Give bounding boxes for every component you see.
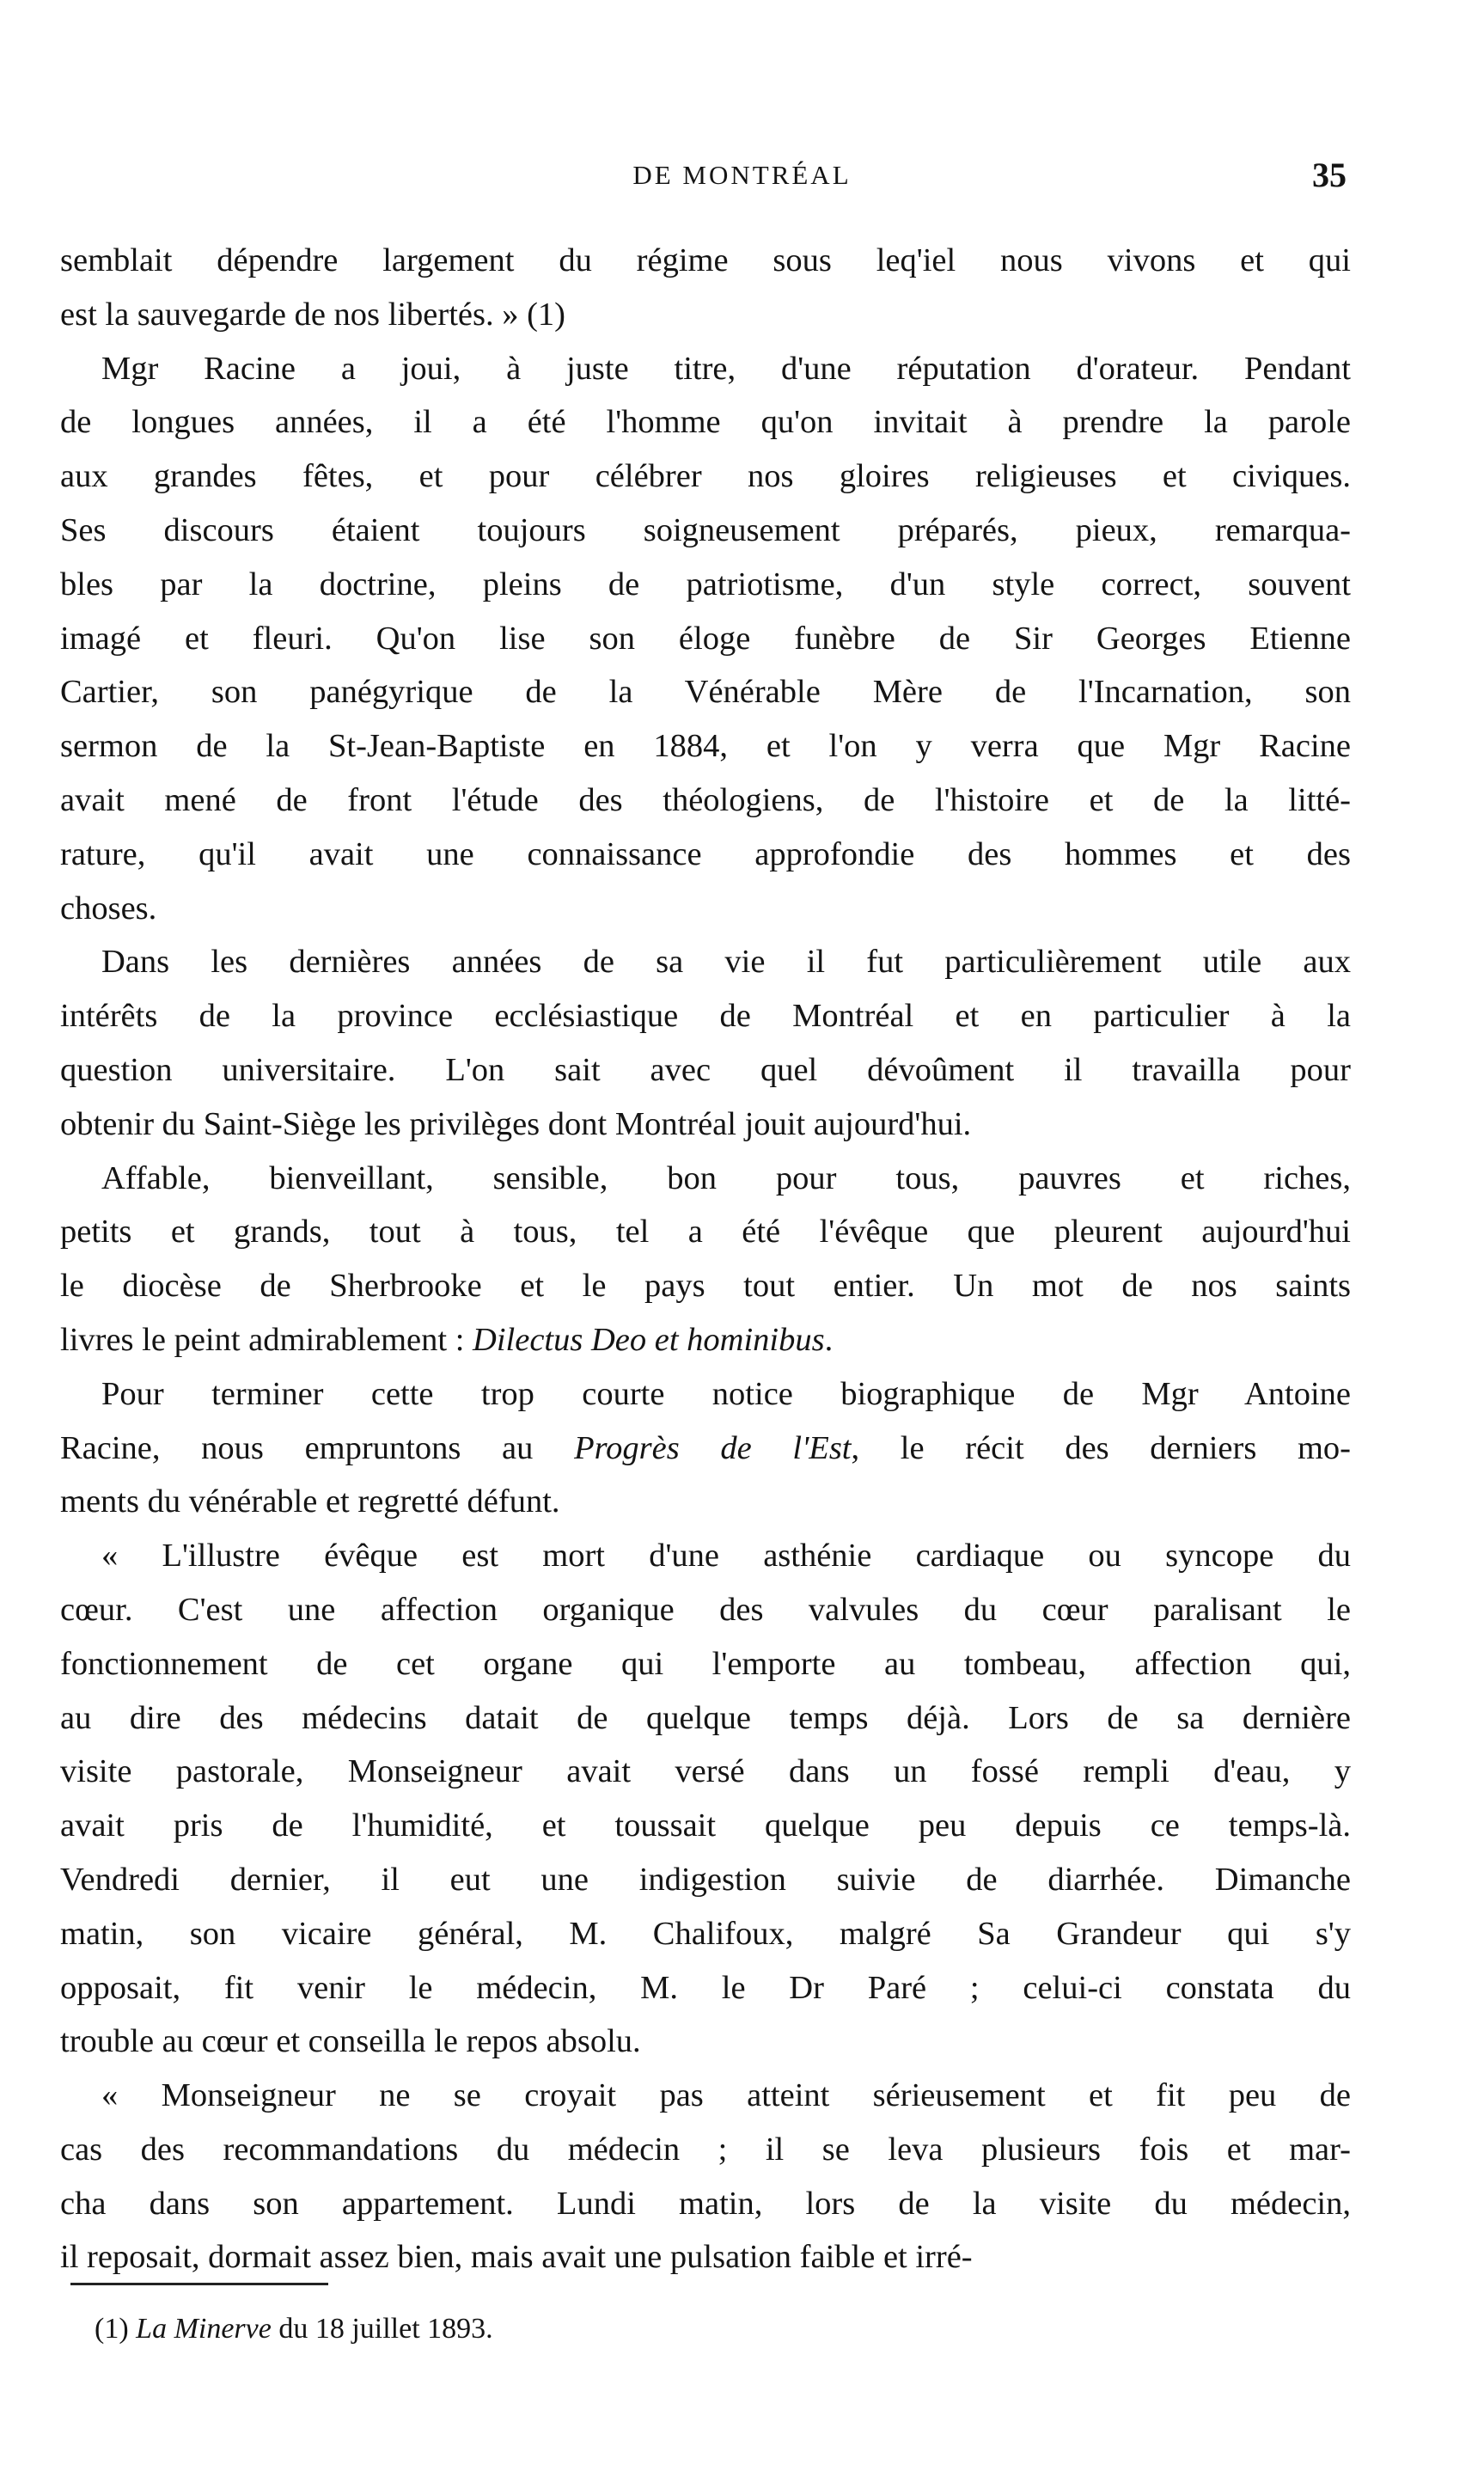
text-line: matin, son vicaire général, M. Chalifoux, malgré Sa Grandeur qui s'y xyxy=(60,1915,1351,1952)
text-line: Racine, nous empruntons au Progrès de l'Est, le récit des derniers mo- xyxy=(60,1429,1351,1466)
text-line: cas des recommandations du médecin ; il se leva plusieurs fois et mar- xyxy=(60,2131,1351,2168)
paragraph xyxy=(60,234,1351,342)
text-line: « Monseigneur ne se croyait pas atteint sérieusement et fit peu de xyxy=(101,2077,1351,2114)
page-number: 35 xyxy=(1312,156,1347,194)
text-line: il reposait, dormait assez bien, mais avait une pulsation faible et irré- xyxy=(60,2239,973,2276)
text-line: opposait, fit venir le médecin, M. le Dr Paré ; celui-ci constata du xyxy=(60,1969,1351,2006)
text-line: au dire des médecins datait de quelque temps déjà. Lors de sa dernière xyxy=(60,1699,1351,1736)
text-line: cha dans son appartement. Lundi matin, lors de la visite du médecin, xyxy=(60,2185,1351,2222)
text-line: est la sauvegarde de nos libertés. » (1) xyxy=(60,296,565,333)
text-line: Cartier, son panégyrique de la Vénérable Mère de l'Incarnation, son xyxy=(60,674,1351,711)
body-text xyxy=(60,234,1351,2284)
paragraph xyxy=(60,2069,1351,2284)
paragraph xyxy=(60,1367,1351,1529)
footnote-publication: La Minerve xyxy=(136,2313,272,2345)
text-line: fonctionnement de cet organe qui l'emporte au tombeau, affection qui, xyxy=(60,1645,1351,1682)
text-line: trouble au cœur et conseilla le repos absolu. xyxy=(60,2023,641,2060)
footnote xyxy=(95,2312,493,2346)
text-line: de longues années, il a été l'homme qu'on invitait à prendre la parole xyxy=(60,404,1351,441)
text-line: visite pastorale, Monseigneur avait versé dans un fossé rempli d'eau, y xyxy=(60,1753,1351,1790)
text-line: sermon de la St-Jean-Baptiste en 1884, et l'on y verra que Mgr Racine xyxy=(60,728,1351,765)
text-line: Pour terminer cette trop courte notice biographique de Mgr Antoine xyxy=(101,1375,1351,1412)
paragraph xyxy=(60,935,1351,1151)
text-line: Ses discours étaient toujours soigneusement préparés, pieux, remarqua- xyxy=(60,511,1351,548)
text-line: Affable, bienveillant, sensible, bon pour tous, pauvres et riches, xyxy=(101,1159,1351,1196)
footnote-marker: (1) xyxy=(95,2313,129,2345)
text-line: rature, qu'il avait une connaissance approfondie des hommes et des xyxy=(60,835,1351,872)
text-line: bles par la doctrine, pleins de patriotisme, d'un style correct, souvent xyxy=(60,566,1351,602)
text-line: imagé et fleuri. Qu'on lise son éloge funèbre de Sir Georges Etienne xyxy=(60,620,1351,657)
text-line: semblait dépendre largement du régime sous leq'iel nous vivons et qui xyxy=(60,242,1351,278)
paragraph xyxy=(60,1529,1351,2069)
text-line: cœur. C'est une affection organique des valvules du cœur paralisant le xyxy=(60,1591,1351,1628)
text-line: intérêts de la province ecclésiastique de Montréal et en particulier à la xyxy=(60,998,1351,1035)
text-line: avait pris de l'humidité, et toussait quelque peu depuis ce temps-là. xyxy=(60,1807,1351,1844)
footnote-rule xyxy=(70,2283,328,2285)
text-line: Mgr Racine a joui, à juste titre, d'une réputation d'orateur. Pendant xyxy=(101,350,1351,387)
text-line: question universitaire. L'on sait avec quel dévoûment il travailla pour xyxy=(60,1051,1351,1088)
italic-title: Progrès de l'Est xyxy=(574,1429,852,1466)
text-line: Vendredi dernier, il eut une indigestion suivie de diarrhée. Dimanche xyxy=(60,1861,1351,1898)
text-line: petits et grands, tout à tous, tel a été l'évêque que pleurent aujourd'hui xyxy=(60,1214,1351,1251)
running-header xyxy=(0,155,1484,206)
text-line: aux grandes fêtes, et pour célébrer nos gloires religieuses et civiques. xyxy=(60,458,1351,495)
text-line: le diocèse de Sherbrooke et le pays tout entier. Un mot de nos saints xyxy=(60,1268,1351,1305)
footnote-text: du 18 juillet 1893. xyxy=(278,2313,493,2345)
text-line: « L'illustre évêque est mort d'une asthénie cardiaque ou syncope du xyxy=(101,1538,1351,1575)
text-line: choses. xyxy=(60,890,157,926)
paragraph xyxy=(60,342,1351,936)
text-line: livres le peint admirablement : Dilectus Deo et hominibus. xyxy=(60,1321,834,1358)
text-line: Dans les dernières années de sa vie il fut particulièrement utile aux xyxy=(101,944,1351,981)
text-line: ments du vénérable et regretté défunt. xyxy=(60,1483,560,1520)
text-line: obtenir du Saint-Siège les privilèges dont Montréal jouit aujourd'hui. xyxy=(60,1105,972,1142)
italic-title: Dilectus Deo et hominibus xyxy=(473,1321,825,1358)
paragraph xyxy=(60,1152,1351,1367)
running-title: DE MONTRÉAL xyxy=(632,160,852,190)
text-line: avait mené de front l'étude des théologiens, de l'histoire et de la litté- xyxy=(60,781,1351,818)
